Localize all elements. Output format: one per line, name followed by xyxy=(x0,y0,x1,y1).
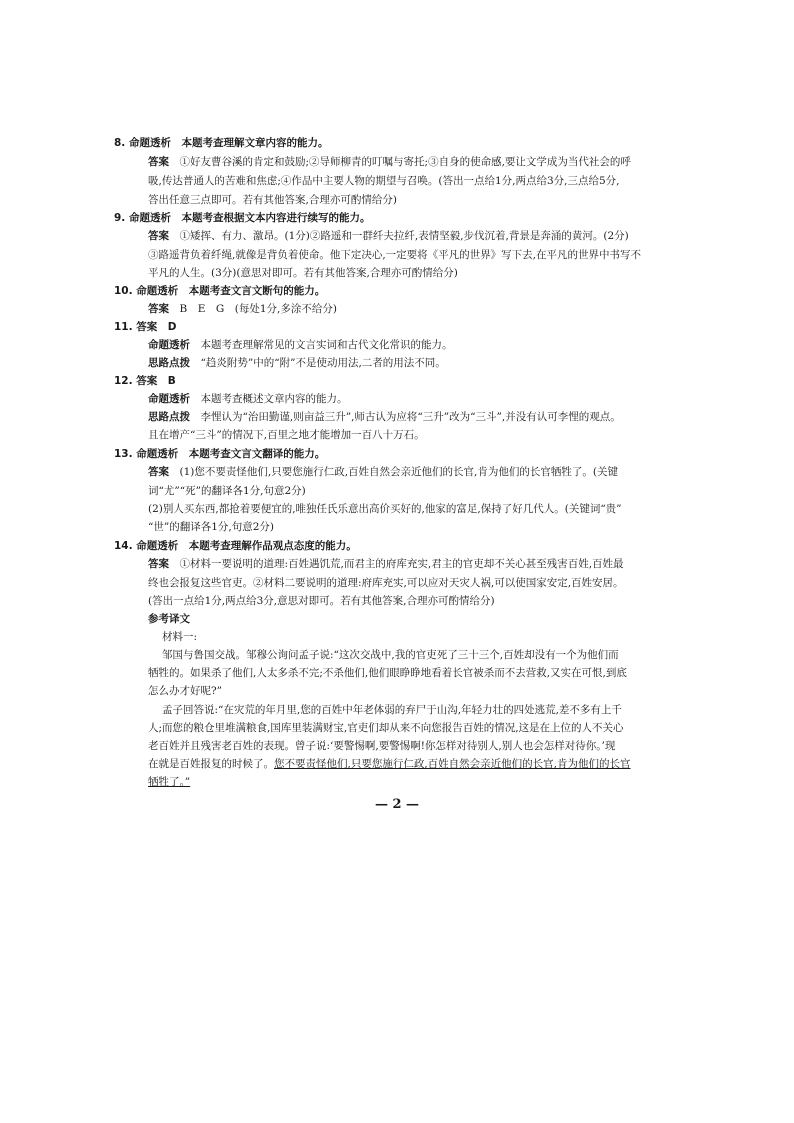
q10-answer: 答案 B E G (每处1分,多涂不给分) xyxy=(148,303,337,315)
answer-label: 答案 xyxy=(148,558,169,570)
translation-p2-line4: 在就是百姓报复的时候了。您不要责怪他们,只要您施行仁政,百姓自然会亲近他们的长官,肯为他们的长官 xyxy=(148,758,631,770)
q9-answer-line3: 平凡的人生。(3分)(意思对即可。若有其他答案,合理亦可酌情给分) xyxy=(148,267,458,279)
q13-answer-line4: “世”的翻译各1分,句意2分) xyxy=(148,521,275,533)
q10-heading: 10. 命题透析 本题考查文言文断句的能力。 xyxy=(114,285,326,297)
q11-tip: 思路点拨 “趋炎附势”中的“附”不是使动用法,二者的用法不同。 xyxy=(148,357,446,369)
q11-analysis: 命题透析 本题考查理解常见的文言实词和古代文化常识的能力。 xyxy=(148,339,453,351)
q13-answer-line1: 答案 (1)您不要责怪他们,只要您施行仁政,百姓自然会亲近他们的长官,肯为他们的长官牺牲了。(关键 xyxy=(148,466,618,478)
underlined-sentence: 您不要责怪他们,只要您施行仁政,百姓自然会亲近他们的长官,肯为他们的长官 xyxy=(274,758,631,770)
q12-heading: 12. 答案 B xyxy=(114,375,176,387)
analysis-label: 命题透析 xyxy=(148,393,190,405)
q12-tip-line2: 且在增产“三斗”的情况下,百里之地才能增加一百八十万石。 xyxy=(148,429,425,441)
q9-answer-line2: ③路遥背负着纤绳,就像是背负着使命。他下定决心,一定要将《平凡的世界》写下去,在平凡的世界中书写不 xyxy=(148,249,642,261)
analysis-label: 命题透析 xyxy=(148,339,190,351)
material-one-label: 材料一: xyxy=(162,631,198,643)
translation-p2-line2: 人;而您的粮仓里堆满粮食,国库里装满财宝,官吏们却从来不向您报告百姓的情况,这是在上位的人不关心 xyxy=(148,722,624,734)
answer-label: 答案 xyxy=(148,156,169,168)
q14-answer-line2: 终也会报复这些官吏。②材料二要说明的道理:府库充实,可以应对天灾人祸,可以使国家安定,百姓安居。 xyxy=(148,577,624,589)
answer-label: 答案 xyxy=(148,466,169,478)
tip-label: 思路点拨 xyxy=(148,411,190,423)
answer-label: 答案 xyxy=(148,303,169,315)
q14-answer-line1: 答案 ①材料一要说明的道理:百姓遇饥荒,而君主的府库充实,君主的官吏却不关心甚至残害百姓,百姓最 xyxy=(148,558,624,570)
q13-answer-line2: 词“尤”“死”的翻译各1分,句意2分) xyxy=(148,485,306,497)
q8-answer-line3: 答出任意三点即可。若有其他答案,合理亦可酌情给分) xyxy=(148,194,397,206)
q14-heading: 14. 命题透析 本题考查理解作品观点态度的能力。 xyxy=(114,540,357,552)
translation-p2-line5: 牺牲了。” xyxy=(148,776,191,788)
translation-p2-line1: 孟子回答说:“在灾荒的年月里,您的百姓中年老体弱的弃尸于山沟,年轻力壮的四处逃荒,差不多有上千 xyxy=(162,704,622,716)
translation-p1-line1: 邹国与鲁国交战。邹穆公询问孟子说:“这次交战中,我的官吏死了三十三个,百姓却没有一个为他们而 xyxy=(162,649,619,661)
translation-p1-line2: 牺牲的。如果杀了他们,人太多杀不完;不杀他们,他们眼睁睁地看着长官被杀而不去营救,又实在可恨,到底 xyxy=(148,667,627,679)
q13-answer-line3: (2)别人买东西,都抢着要便宜的,唯独任氏乐意出高价买好的,他家的富足,保持了好几代人。(关键词“贵” xyxy=(148,503,622,515)
q9-heading: 9. 命题透析 本题考查根据文本内容进行续写的能力。 xyxy=(114,212,371,224)
tip-label: 思路点拨 xyxy=(148,357,190,369)
q12-tip-line1: 思路点拨 李悝认为“治田勤谨,则亩益三升”,师古认为应将“三升”改为“三斗”,并没有认可李悝的观点。 xyxy=(148,411,621,423)
q9-answer-line1: 答案 ①矮挥、有力、激昂。(1分)②路遥和一群纤夫拉纤,表情坚毅,步伐沉着,背景是奔涌的黄河。(2分) xyxy=(148,230,629,242)
q8-answer-line2: 吸,传达普通人的苦难和焦虑;④作品中主要人物的期望与召唤。(答出一点给1分,两点给3分,三点给5分, xyxy=(148,175,620,187)
q12-analysis: 命题透析 本题考查概述文章内容的能力。 xyxy=(148,393,348,405)
page-number: — 2 — xyxy=(374,797,420,812)
q8-heading: 8. 命题透析 本题考查理解文章内容的能力。 xyxy=(114,137,329,149)
reference-translation-title: 参考译文 xyxy=(148,613,190,625)
q13-heading: 13. 命题透析 本题考查文言文翻译的能力。 xyxy=(114,448,326,460)
q8-answer-line1: 答案 ①好友曹谷溪的肯定和鼓励;②导师柳青的叮嘱与寄托;③自身的使命感,要让文学成为当代社会的呼 xyxy=(148,156,631,168)
translation-p1-line3: 怎么办才好呢?” xyxy=(148,685,222,697)
q14-answer-line3: (答出一点给1分,两点给3分,意思对即可。若有其他答案,合理亦可酌情给分) xyxy=(148,595,495,607)
q11-heading: 11. 答案 D xyxy=(114,321,177,333)
translation-p2-line3: 老百姓并且残害老百姓的表现。曾子说:‘要警惕啊,要警惕啊!你怎样对待别人,别人也会怎样对待你。’现 xyxy=(148,740,616,752)
answer-label: 答案 xyxy=(148,230,169,242)
